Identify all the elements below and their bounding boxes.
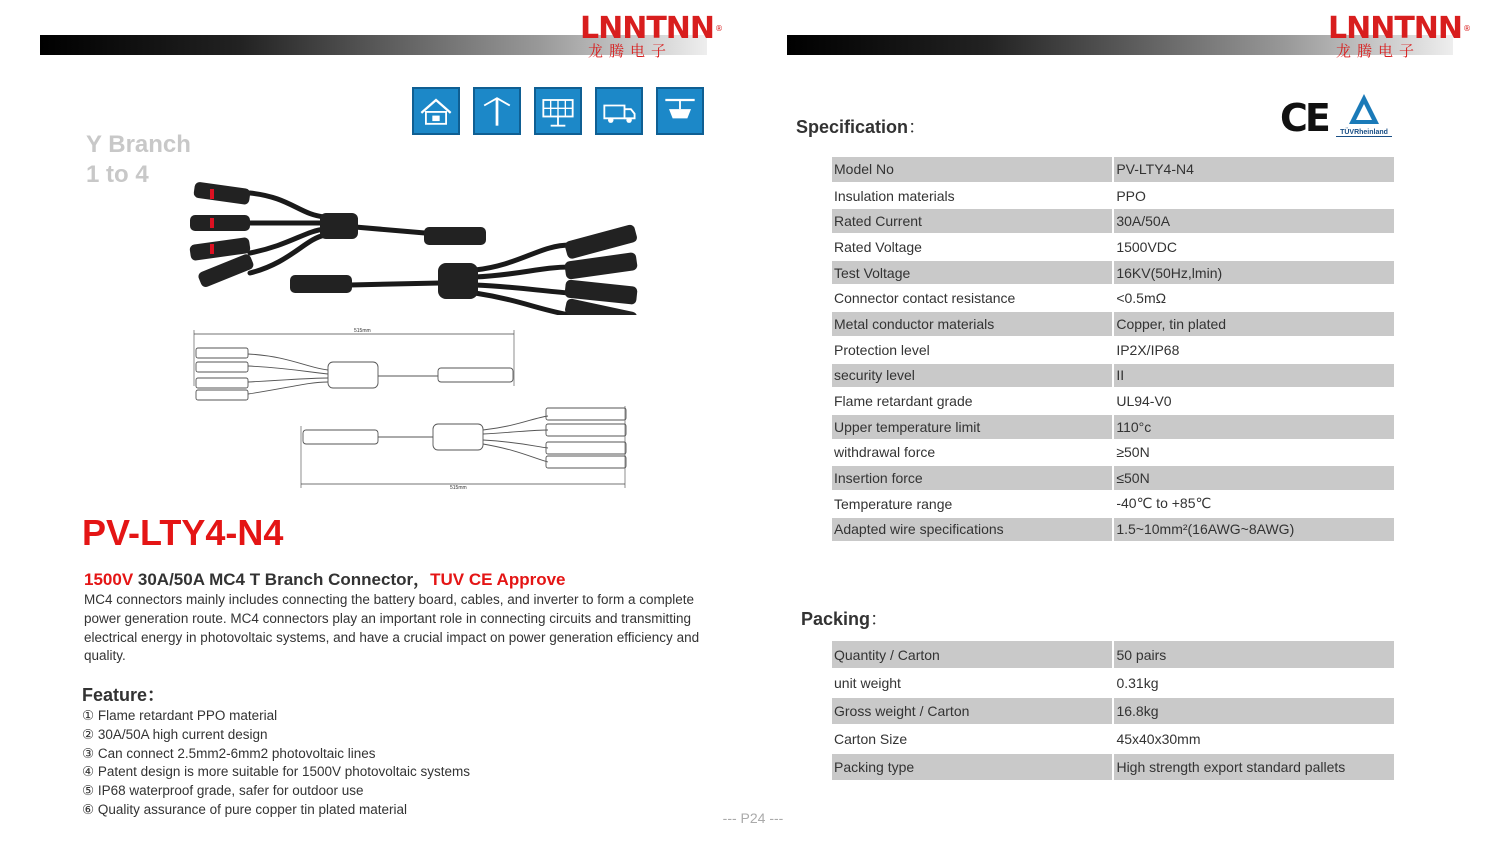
table-row [832, 285, 1395, 311]
table-row [832, 517, 1395, 543]
row-value: Copper, tin plated [1113, 311, 1395, 337]
row-label: Connector contact resistance [832, 285, 1113, 311]
branch-line-1: Y Branch [86, 131, 191, 158]
table-row [832, 183, 1395, 209]
table-row [832, 641, 1395, 669]
packing-table [832, 641, 1396, 782]
row-label: Insulation materials [832, 183, 1113, 209]
table-row [832, 440, 1395, 466]
row-label: Protection level [832, 337, 1113, 363]
row-label: Flame retardant grade [832, 388, 1113, 414]
table-row [832, 208, 1395, 234]
row-value: 50 pairs [1113, 641, 1395, 669]
row-value: 110°c [1113, 414, 1395, 440]
row-label: Quantity / Carton [832, 641, 1113, 669]
row-label: Metal conductor materials [832, 311, 1113, 337]
row-value: <0.5mΩ [1113, 285, 1395, 311]
subtitle-approval: TUV CE Approve [430, 570, 566, 589]
tuv-label: TÜVRheinland [1336, 129, 1392, 137]
row-value: IP2X/IP68 [1113, 337, 1395, 363]
row-value: 16.8kg [1113, 697, 1395, 725]
row-label: Gross weight / Carton [832, 697, 1113, 725]
specification-title: Specification： [796, 117, 927, 137]
table-row [832, 753, 1395, 781]
table-row [832, 491, 1395, 517]
row-label: Carton Size [832, 725, 1113, 753]
house-roof-icon [412, 87, 460, 135]
table-row [832, 697, 1395, 725]
row-value: -40℃ to +85℃ [1113, 491, 1395, 517]
brand-logo-left [580, 11, 723, 60]
tuv-triangle-icon [1347, 92, 1381, 126]
table-row [832, 465, 1395, 491]
row-value: 16KV(50Hz,lmin) [1113, 260, 1395, 286]
row-value: PPO [1113, 183, 1395, 209]
dim-label-bottom: 515mm [450, 485, 467, 491]
subtitle-voltage: 1500V [84, 570, 134, 589]
logo-cn-name: 龙腾电子 [1335, 43, 1420, 60]
feature-item: ② 30A/50A high current design [82, 726, 268, 742]
feature-item: ③ Can connect 2.5mm2-6mm2 photovoltaic lines [82, 745, 376, 761]
row-value: PV-LTY4-N4 [1113, 157, 1395, 183]
table-row [832, 234, 1395, 260]
row-value: ≤50N [1113, 465, 1395, 491]
page-number: --- P24 --- [722, 810, 784, 826]
technical-drawing [188, 326, 638, 491]
row-label: Test Voltage [832, 260, 1113, 286]
feature-list [82, 707, 470, 820]
row-value: 45x40x30mm [1113, 725, 1395, 753]
table-row [832, 725, 1395, 753]
row-label: withdrawal force [832, 440, 1113, 466]
table-row [832, 311, 1395, 337]
table-row [832, 414, 1395, 440]
ceiling-mount-icon [656, 87, 704, 135]
row-label: Upper temperature limit [832, 414, 1113, 440]
feature-title: Feature： [82, 685, 166, 705]
row-value: II [1113, 363, 1395, 389]
feature-item: ④ Patent design is more suitable for 1500V photovoltaic systems [82, 764, 471, 780]
table-row [832, 337, 1395, 363]
dim-label-top: 515mm [354, 328, 371, 334]
table-row [832, 157, 1395, 183]
row-label: Packing type [832, 753, 1113, 781]
row-value: 1500VDC [1113, 234, 1395, 260]
row-value: ≥50N [1113, 440, 1395, 466]
model-title: PV-LTY4-N4 [82, 512, 284, 553]
row-value: 1.5~10mm²(16AWG~8AWG) [1113, 517, 1395, 543]
table-row [832, 669, 1395, 697]
tuv-mark [1336, 92, 1392, 137]
row-label: Insertion force [832, 465, 1113, 491]
row-value: UL94-V0 [1113, 388, 1395, 414]
logo-mark: LNNTNN® [580, 11, 723, 46]
row-value: High strength export standard pallets [1113, 753, 1395, 781]
logo-cn-name: 龙腾电子 [587, 43, 672, 60]
row-label: Adapted wire specifications [832, 517, 1113, 543]
feature-item: ① Flame retardant PPO material [82, 708, 278, 723]
branch-line-2: 1 to 4 [86, 161, 149, 188]
product-subtitle [84, 565, 566, 590]
logo-mark: LNNTNN® [1328, 11, 1471, 46]
ce-mark: CE [1280, 96, 1328, 140]
vehicle-icon [595, 87, 643, 135]
pole-icon [473, 87, 521, 135]
row-label: Rated Voltage [832, 234, 1113, 260]
row-label: Rated Current [832, 208, 1113, 234]
product-description: MC4 connectors mainly includes connecting the battery board, cables, and inverter to form a complete power generation route. MC4 connectors play an important role in connecting circuits and transmitting electrical energy in photovoltaic systems, and have a crucial impact on power generation efficiency and quality. [84, 592, 700, 664]
row-value: 30A/50A [1113, 208, 1395, 234]
row-label: security level [832, 363, 1113, 389]
brand-logo-right [1328, 11, 1471, 60]
feature-item: ⑥ Quality assurance of pure copper tin plated material [82, 801, 408, 817]
row-label: Model No [832, 157, 1113, 183]
packing-title: Packing： [801, 609, 889, 629]
table-row [832, 388, 1395, 414]
table-row [832, 260, 1395, 286]
subtitle-main: 30A/50A MC4 T Branch Connector， [133, 570, 431, 589]
solar-panel-icon [534, 87, 582, 135]
row-value: 0.31kg [1113, 669, 1395, 697]
product-photo [180, 175, 660, 315]
table-row [832, 363, 1395, 389]
feature-item: ⑤ IP68 waterproof grade, safer for outdoor use [82, 783, 364, 799]
specification-table [832, 157, 1396, 543]
row-label: Temperature range [832, 491, 1113, 517]
row-label: unit weight [832, 669, 1113, 697]
